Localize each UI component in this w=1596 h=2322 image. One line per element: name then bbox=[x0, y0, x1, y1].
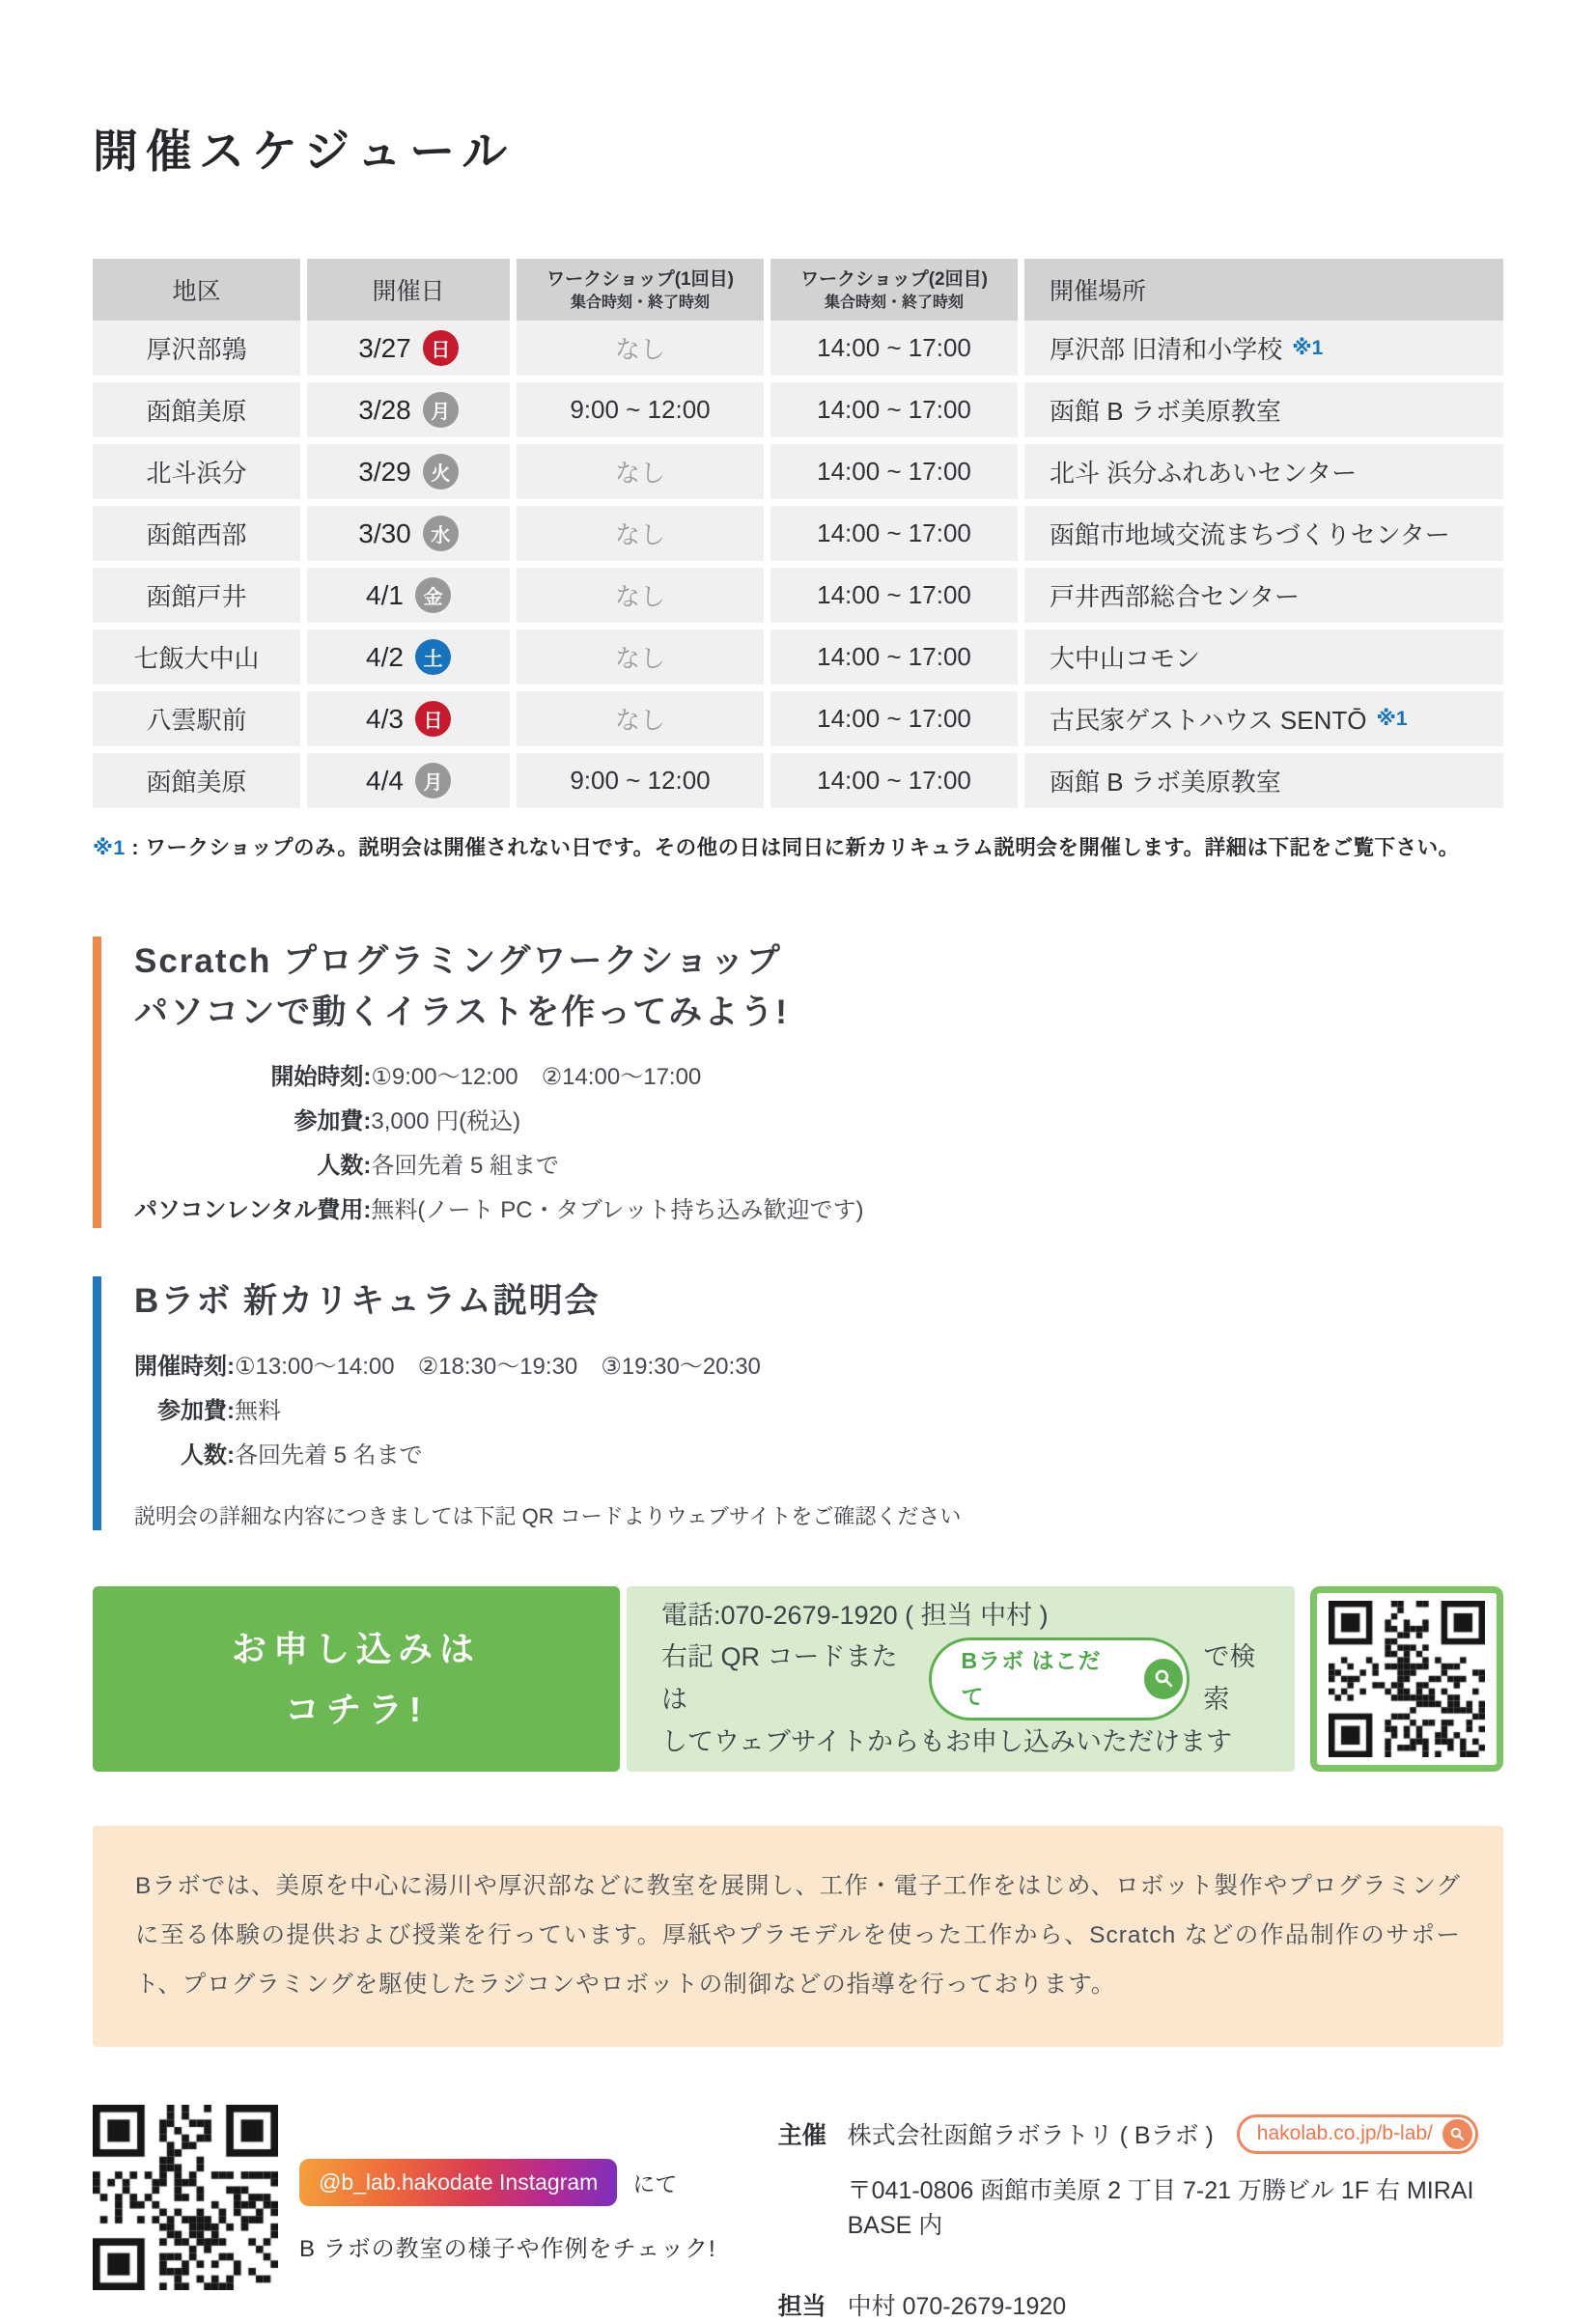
col-header-workshop2 bbox=[770, 259, 1018, 321]
footer bbox=[93, 2105, 1503, 2322]
day-of-week-badge: 金 bbox=[415, 577, 451, 613]
detail-value: 無料(ノート PC・タブレット持ち込み歓迎です) bbox=[371, 1197, 864, 1224]
cell-venue bbox=[1024, 568, 1503, 623]
cell-date bbox=[307, 382, 510, 437]
col-header-workshop1 bbox=[517, 259, 764, 321]
cta-line3: してウェブサイトからもお申し込みいただけます bbox=[661, 1726, 1233, 1756]
seminar-details bbox=[134, 1349, 1503, 1473]
signup-qr-code[interactable] bbox=[1310, 1586, 1503, 1772]
detail-value: 各回先着 5 名まで bbox=[235, 1441, 423, 1469]
venue-footnote-mark: ※1 bbox=[1376, 708, 1408, 731]
workshop-section bbox=[93, 937, 1503, 1228]
website-url-pill[interactable] bbox=[1237, 2114, 1478, 2154]
page-title: 開催スケジュール bbox=[93, 126, 516, 178]
cell-district: 八雲駅前 bbox=[93, 691, 300, 746]
detail-value: 3,000 円(税込) bbox=[371, 1108, 521, 1135]
detail-label: 人数 : bbox=[134, 1438, 235, 1473]
instagram-suffix: にて bbox=[632, 2170, 678, 2196]
cell-workshop1-time: なし bbox=[517, 568, 764, 623]
workshop-details bbox=[134, 1059, 1503, 1228]
cell-venue bbox=[1024, 691, 1503, 746]
col-header-venue: 開催場所 bbox=[1024, 259, 1503, 321]
host-address: 〒041-0806 函館市美原 2 丁目 7-21 万勝ビル 1F 右 MIRAI BASE 内 bbox=[847, 2176, 1474, 2239]
workshop-title-line2: パソコンで動くイラストを作ってみよう! bbox=[134, 993, 789, 1031]
cell-workshop1-time: なし bbox=[517, 321, 764, 376]
detail-label: パソコンレンタル費用 : bbox=[134, 1192, 371, 1228]
venue-footnote-mark: ※1 bbox=[1292, 337, 1324, 360]
cell-workshop1-time: なし bbox=[517, 691, 764, 746]
venue-text: 函館市地域交流まちづくりセンター bbox=[1050, 520, 1450, 550]
col-header-district: 地区 bbox=[93, 259, 300, 321]
date-text: 3/28 bbox=[358, 394, 411, 425]
day-of-week-badge: 月 bbox=[415, 763, 451, 798]
venue-text: 古民家ゲストハウス SENTŌ bbox=[1050, 706, 1367, 736]
venue-text: 函館 B ラボ美原教室 bbox=[1050, 397, 1281, 427]
date-text: 4/2 bbox=[366, 641, 404, 672]
col-header-date: 開催日 bbox=[307, 259, 510, 321]
detail-value: 各回先着 5 組まで bbox=[371, 1153, 560, 1180]
schedule-table bbox=[93, 259, 1503, 808]
cell-date bbox=[307, 506, 510, 561]
cell-date bbox=[307, 753, 510, 808]
organizer-block bbox=[778, 2105, 1503, 2322]
cell-district: 函館西部 bbox=[93, 506, 300, 561]
col-header-workshop2-line2: 集合時刻・終了時刻 bbox=[824, 294, 964, 311]
col-header-workshop1-line2: 集合時刻・終了時刻 bbox=[570, 294, 710, 311]
cell-date bbox=[307, 629, 510, 685]
cta-search-suffix: で検索 bbox=[1203, 1642, 1256, 1714]
cell-workshop2-time: 14:00 ~ 17:00 bbox=[770, 568, 1018, 623]
instagram-caption: B ラボの教室の様子や作例をチェック! bbox=[299, 2235, 716, 2262]
cta-phone-line: 電話:070-2679-1920 ( 担当 中村 ) bbox=[661, 1600, 1049, 1630]
cell-district: 厚沢部鶉 bbox=[93, 321, 300, 376]
venue-text: 北斗 浜分ふれあいセンター bbox=[1050, 459, 1358, 489]
cell-district: 函館美原 bbox=[93, 382, 300, 437]
host-label: 主催 bbox=[777, 2122, 826, 2150]
day-of-week-badge: 火 bbox=[423, 454, 459, 490]
detail-label: 参加費 : bbox=[134, 1104, 371, 1139]
date-text: 4/1 bbox=[366, 579, 404, 610]
detail-value: ①9:00〜12:00 ②14:00〜17:00 bbox=[371, 1064, 702, 1091]
apply-button[interactable] bbox=[93, 1586, 620, 1772]
day-of-week-badge: 土 bbox=[415, 639, 451, 675]
detail-value: 無料 bbox=[235, 1397, 281, 1424]
about-panel: Bラボでは、美原を中心に湯川や厚沢部などに教室を展開し、工作・電子工作をはじめ、ロボット製作やプログラミングに至る体験の提供および授業を行っています。厚紙やプラモデルを使った工作から、Scratch などの作品制作のサポート、プログラミングを駆使したラジコンやロボットの制御などの指導を行っております。 bbox=[93, 1826, 1503, 2047]
day-of-week-badge: 水 bbox=[423, 516, 459, 551]
col-header-workshop2-line1: ワークショップ(2回目) bbox=[800, 268, 988, 290]
cell-district: 函館美原 bbox=[93, 753, 300, 808]
cell-venue bbox=[1024, 629, 1503, 685]
venue-text: 厚沢部 旧清和小学校 bbox=[1050, 335, 1283, 365]
instagram-block bbox=[299, 2105, 716, 2263]
cell-venue bbox=[1024, 382, 1503, 437]
workshop-title-line1: Scratch プログラミングワークショップ bbox=[134, 942, 782, 981]
host-name: 株式会社函館ラボラトリ ( Bラボ ) bbox=[847, 2122, 1214, 2150]
search-icon bbox=[1442, 2119, 1472, 2149]
cell-workshop1-time: なし bbox=[517, 444, 764, 499]
date-text: 4/3 bbox=[366, 703, 404, 734]
detail-label: 開催時刻 : bbox=[134, 1349, 235, 1385]
cta-search-line bbox=[661, 1637, 1279, 1721]
cell-district: 函館戸井 bbox=[93, 568, 300, 623]
seminar-note: 説明会の詳細な内容につきましては下記 QR コードよりウェブサイトをご確認ください bbox=[134, 1503, 962, 1528]
venue-text: 函館 B ラボ美原教室 bbox=[1050, 768, 1281, 797]
qr-code-image bbox=[1329, 1601, 1485, 1757]
cell-date bbox=[307, 568, 510, 623]
cell-workshop1-time: なし bbox=[517, 629, 764, 685]
detail-label: 参加費 : bbox=[134, 1393, 235, 1429]
day-of-week-badge: 日 bbox=[415, 701, 451, 737]
cell-workshop1-time: なし bbox=[517, 506, 764, 561]
cell-venue bbox=[1024, 444, 1503, 499]
search-icon bbox=[1144, 1659, 1184, 1699]
cell-workshop1-time: 9:00 ~ 12:00 bbox=[517, 753, 764, 808]
apply-button-line2: コチラ! bbox=[285, 1689, 428, 1729]
flyer-page bbox=[0, 30, 1596, 2320]
venue-text: 戸井西部総合センター bbox=[1050, 582, 1300, 612]
cell-workshop2-time: 14:00 ~ 17:00 bbox=[770, 506, 1018, 561]
cell-workshop2-time: 14:00 ~ 17:00 bbox=[770, 382, 1018, 437]
cell-date bbox=[307, 691, 510, 746]
seminar-section-title: Bラボ 新カリキュラム説明会 bbox=[134, 1282, 601, 1321]
workshop-section-title bbox=[134, 937, 1503, 1038]
website-url: hakolab.co.jp/b-lab/ bbox=[1256, 2122, 1433, 2145]
cta-search-prefix: 右記 QR コードまたは bbox=[661, 1642, 898, 1714]
apply-button-line1: お申し込みは bbox=[231, 1628, 481, 1668]
instagram-badge[interactable]: @b_lab.hakodate Instagram bbox=[299, 2159, 617, 2206]
day-of-week-badge: 月 bbox=[423, 392, 459, 428]
search-pill-label: Bラボ はこだて bbox=[961, 1647, 1102, 1709]
cell-district: 北斗浜分 bbox=[93, 444, 300, 499]
cell-date bbox=[307, 444, 510, 499]
detail-value: ①13:00〜14:00 ②18:30〜19:30 ③19:30〜20:30 bbox=[235, 1353, 761, 1380]
cell-workshop1-time: 9:00 ~ 12:00 bbox=[517, 382, 764, 437]
instagram-qr-code[interactable] bbox=[93, 2105, 278, 2290]
search-pill[interactable] bbox=[929, 1637, 1190, 1721]
cell-workshop2-time: 14:00 ~ 17:00 bbox=[770, 321, 1018, 376]
date-text: 3/27 bbox=[358, 332, 411, 363]
cell-workshop2-time: 14:00 ~ 17:00 bbox=[770, 629, 1018, 685]
cta-band bbox=[93, 1586, 1503, 1772]
cell-workshop2-time: 14:00 ~ 17:00 bbox=[770, 753, 1018, 808]
venue-text: 大中山コモン bbox=[1050, 644, 1201, 674]
table-footnote bbox=[93, 831, 1503, 861]
cta-info-panel bbox=[627, 1586, 1295, 1772]
cell-district: 七飯大中山 bbox=[93, 629, 300, 685]
date-text: 4/4 bbox=[366, 765, 404, 796]
contact-value: 中村 070-2679-1920 bbox=[847, 2292, 1067, 2320]
cell-date bbox=[307, 321, 510, 376]
cell-workshop2-time: 14:00 ~ 17:00 bbox=[770, 444, 1018, 499]
contact-label: 担当 bbox=[777, 2292, 826, 2320]
detail-label: 開始時刻 : bbox=[134, 1059, 371, 1095]
footnote-mark: ※1 bbox=[93, 836, 126, 860]
cell-venue bbox=[1024, 753, 1503, 808]
footnote-text: : ワークショップのみ。説明会は開催されない日です。その他の日は同日に新カリキュラム説明会を開催します。詳細は下記をご覧下さい。 bbox=[125, 836, 1460, 860]
col-header-workshop1-line1: ワークショップ(1回目) bbox=[546, 268, 734, 290]
date-text: 3/30 bbox=[358, 518, 411, 548]
cell-venue bbox=[1024, 506, 1503, 561]
seminar-section bbox=[93, 1276, 1503, 1530]
day-of-week-badge: 日 bbox=[423, 330, 459, 366]
cell-venue bbox=[1024, 321, 1503, 376]
cell-workshop2-time: 14:00 ~ 17:00 bbox=[770, 691, 1018, 746]
detail-label: 人数 : bbox=[134, 1148, 371, 1184]
date-text: 3/29 bbox=[358, 456, 411, 487]
